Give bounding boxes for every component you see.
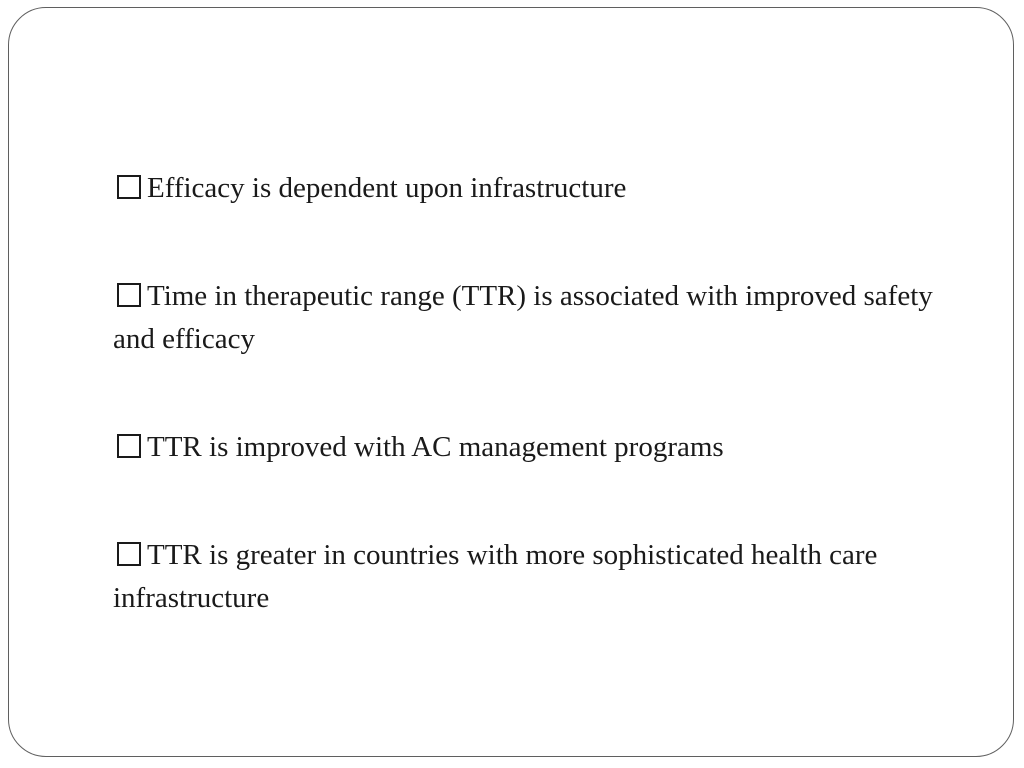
bullet-list bbox=[113, 167, 943, 685]
empty-square-icon bbox=[117, 542, 141, 566]
bullet-item bbox=[113, 275, 943, 361]
bullet-item bbox=[113, 167, 943, 210]
empty-square-icon bbox=[117, 283, 141, 307]
bullet-text: TTR is greater in countries with more sophisticated health care infrastructure bbox=[113, 539, 878, 614]
bullet-text: Time in therapeutic range (TTR) is associated with improved safety and efficacy bbox=[113, 280, 933, 355]
empty-square-icon bbox=[117, 434, 141, 458]
bullet-text: TTR is improved with AC management programs bbox=[147, 431, 724, 463]
bullet-text: Efficacy is dependent upon infrastructure bbox=[147, 172, 627, 204]
bullet-item bbox=[113, 426, 943, 469]
bullet-item bbox=[113, 534, 943, 620]
empty-square-icon bbox=[117, 175, 141, 199]
